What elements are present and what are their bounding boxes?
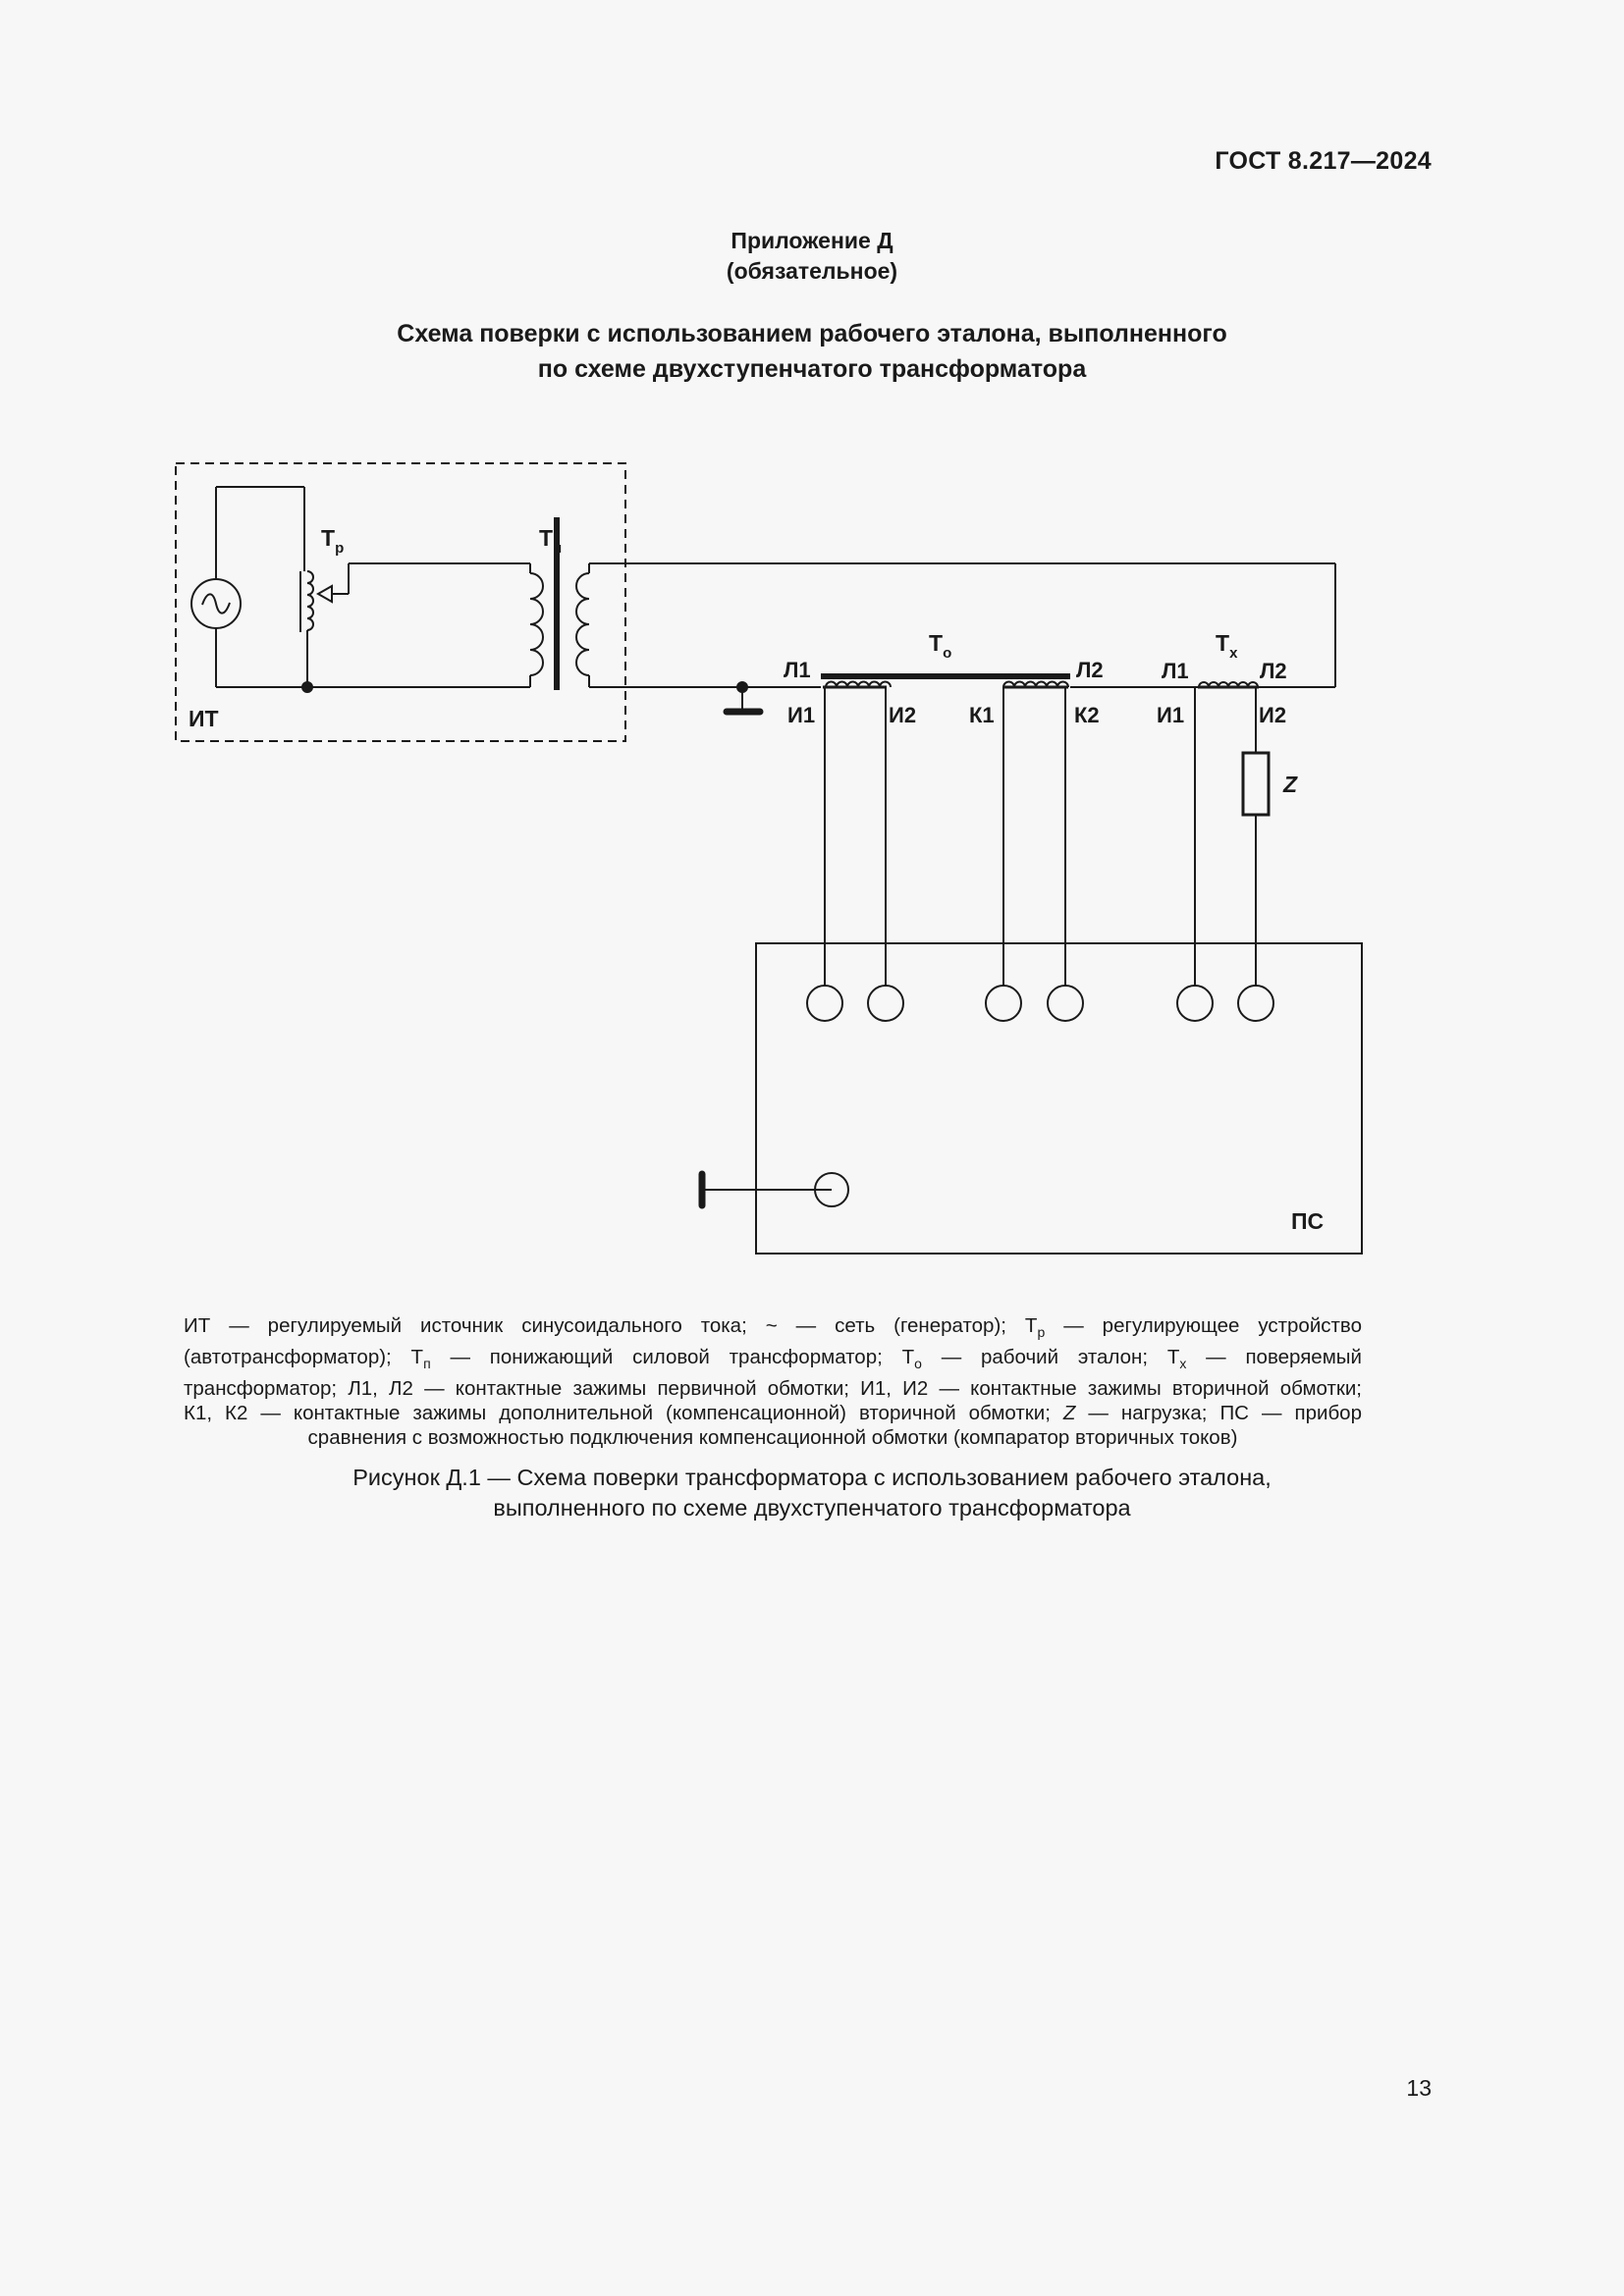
comparator-label: ПС [1291,1208,1325,1234]
tested-terminal-i2: И2 [1259,703,1287,727]
standard-terminal-l2: Л2 [1076,658,1104,682]
figure-caption-line1: Рисунок Д.1 — Схема поверки трансформатора с использованием рабочего эталона, [352,1465,1272,1490]
tested-terminal-l2: Л2 [1260,659,1287,683]
tested-terminal-l1: Л1 [1162,659,1189,683]
legend-line: ИТ — регулируемый источник синусоидального тока; ~ — сеть (генератор); $Т_р$ — регулирующее устройство [184,1314,1362,1341]
standard-terminal-i2: И2 [889,703,917,727]
terminal-socket [1238,986,1273,1021]
comparator-ground [702,1173,848,1206]
standard-terminal-i1: И1 [787,703,816,727]
annex-label: Приложение Д [731,228,893,253]
legend-line: трансформатор; Л1, Л2 — контактные зажимы первичной обмотки; И1, И2 — контактные зажимы вторичной обмотки; [184,1377,1362,1401]
annex-status: (обязательное) [726,258,898,284]
regulator-autotransformer-symbol [300,487,530,687]
figure-caption-line2: выполненного по схеме двухступенчатого трансформатора [493,1495,1131,1521]
legend-line: (автотрансформатор); $Т_п$ — понижающий силовой трансформатор; $Т_о$ — рабочий эталон; $Т_x$ — поверяемый [184,1346,1362,1372]
standard-terminal-k1: К1 [969,703,995,727]
standard-transformer-symbol [821,676,1070,687]
legend-line: сравнения с возможностью подключения компенсационной обмотки (компаратор вторичных токов) [307,1426,1238,1450]
stepdown-label: $Т_п$ [539,525,563,557]
annex-title-line2: по схеме двухступенчатого трансформатора [537,355,1087,383]
load-resistor-symbol [1243,753,1269,815]
figure-caption [0,1463,1624,1523]
tested-label: $Т_x$ [1216,630,1238,662]
annex-title-line1: Схема поверки с использованием рабочего эталона, выполненного [397,320,1227,347]
figure-legend [184,1313,1362,1450]
terminal-socket [986,986,1021,1021]
tested-terminal-i1: И1 [1157,703,1185,727]
terminal-socket [1048,986,1083,1021]
terminal-socket [1177,986,1213,1021]
comparator-box [756,943,1362,1254]
secondary-leads [825,687,1256,986]
terminal-socket [868,986,903,1021]
document-code: ГОСТ 8.217—2024 [1215,147,1432,175]
comparator-terminals [807,986,1273,1021]
ac-source-symbol [191,487,307,687]
standard-label: $Т_о$ [929,630,952,662]
standard-terminal-l1: Л1 [784,658,811,682]
legend-line: К1, К2 — контактные зажимы дополнительной (компенсационной) вторичной обмотки; Z — нагрузка; ПС — прибор [184,1402,1362,1425]
regulator-label: $Т_р$ [321,525,345,557]
standard-terminal-k2: К2 [1074,703,1100,727]
page-number: 13 [1406,2075,1432,2101]
load-label: Z [1283,772,1298,797]
primary-circuit [589,563,1335,687]
tested-transformer-symbol [1198,682,1259,687]
source-block-label: ИТ [189,706,219,731]
terminal-socket [807,986,842,1021]
